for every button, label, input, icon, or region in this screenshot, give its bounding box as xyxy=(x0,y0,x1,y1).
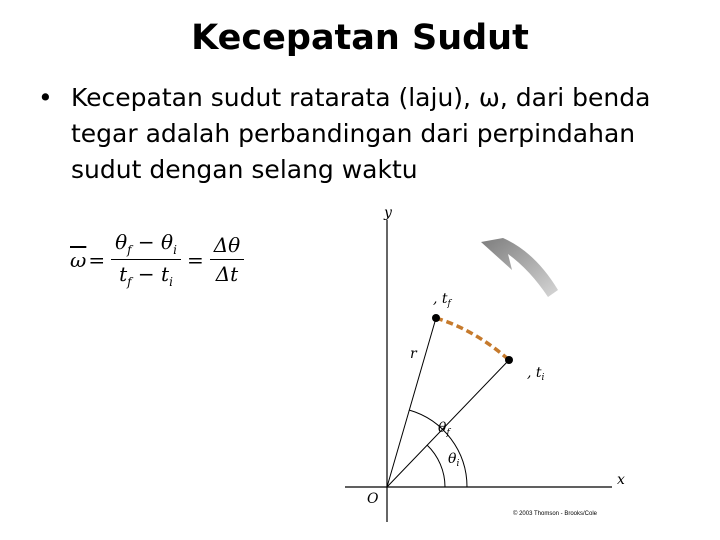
slide-title: Kecepatan Sudut xyxy=(191,18,529,58)
bullet-dot: • xyxy=(38,83,53,112)
point-f-label: , $t_f$ xyxy=(433,291,451,309)
formula-fraction-1 xyxy=(111,230,181,289)
origin-label: O xyxy=(367,491,379,507)
axis-y-label: y xyxy=(384,205,392,221)
point-i xyxy=(505,356,513,364)
theta-i-arc xyxy=(427,445,445,487)
point-i-label: , $t_i$ xyxy=(527,365,545,383)
theta-f-label: $\theta_f$ xyxy=(438,420,450,438)
formula-fraction-2 xyxy=(210,233,244,286)
angular-velocity-formula xyxy=(70,230,248,289)
formula-denominator-2: Δt xyxy=(215,262,239,286)
dashed-path xyxy=(436,318,509,360)
rotation-diagram xyxy=(330,200,660,530)
formula-denominator-1: $t_f - t_i$ xyxy=(119,262,173,289)
formula-equals-1: = xyxy=(88,247,106,272)
axis-x-label: x xyxy=(617,472,625,488)
radius-label: r xyxy=(410,346,417,362)
formula-numerator-2: Δθ xyxy=(210,233,244,260)
theta-i-label: $\theta_i$ xyxy=(448,451,460,469)
formula-omega: $\overline{\omega}$ xyxy=(70,247,87,272)
formula-numerator-1: $\theta_f - \theta_i$ xyxy=(111,230,181,260)
bullet-item xyxy=(38,80,698,188)
point-f xyxy=(432,314,440,322)
formula-equals-2: = xyxy=(186,247,204,272)
rotation-arrow-icon xyxy=(481,238,558,297)
copyright-text: © 2003 Thomson - Brooks/Cole xyxy=(513,511,598,517)
bullet-text: Kecepatan sudut ratarata (laju), ω, dari benda tegar adalah perbandingan dari perpindahan sudut dengan selang waktu xyxy=(71,83,651,184)
